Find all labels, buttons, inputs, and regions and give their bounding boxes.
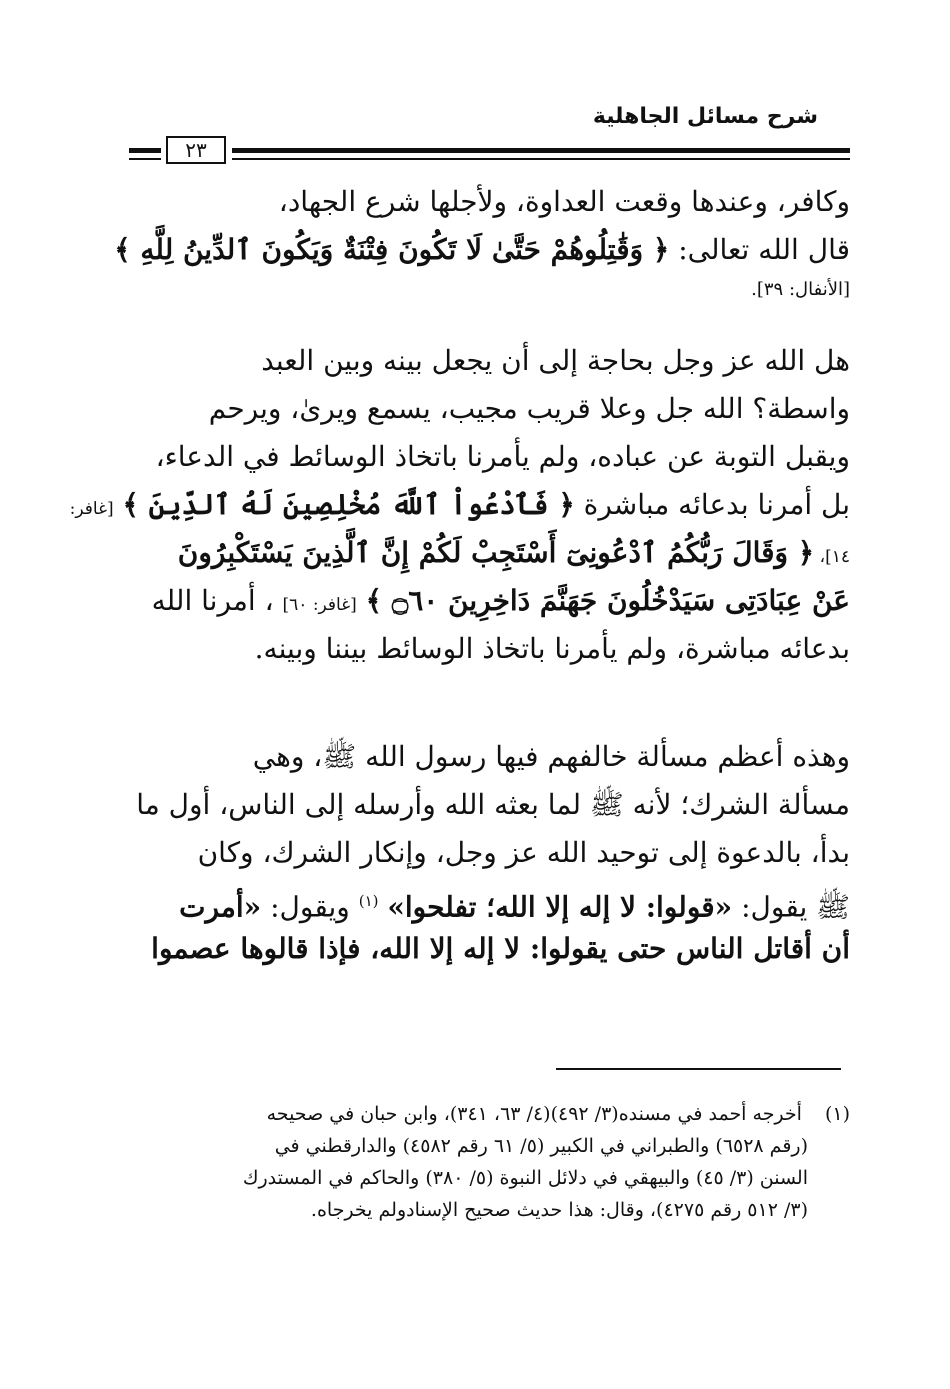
verse-citation: [غافر: ٦٠] (282, 595, 357, 615)
paragraph-2 (69, 337, 850, 673)
running-header-title: شرح مسائل الجاهلية (592, 104, 818, 129)
text-line (114, 226, 850, 274)
text-line: ويقبل التوبة عن عباده، ولم يأمرنا باتخاذ الوسائط في الدعاء، (155, 440, 850, 473)
header-rule-left-thin (129, 158, 161, 160)
footnote-line: (رقم ٦٥٢٨) والطبراني في الكبير (٥/ ٦١ رقم ٤٥٨٢) والدارقطني في (274, 1135, 808, 1157)
quran-verse: ﴿ وَقَٰتِلُوهُمْ حَتَّىٰ لَا تَكُونَ فِتْنَةٌ وَيَكُونَ ٱلدِّينُ لِلَّهِ ﴾ (114, 233, 670, 266)
text-span: قال الله تعالى: (669, 233, 850, 266)
footnote-line (125, 1098, 850, 1130)
hadith-quote-line: أن أقاتل الناس حتى يقولوا: لا إله إلا الله، فإذا قالوها عصموا (151, 932, 850, 965)
quran-verse: ﴿ وَقَالَ رَبُّكُمُ ٱدْعُونِىٓ أَسْتَجِبْ لَكُمْ إِنَّ ٱلَّذِينَ يَسْتَكْبِرُونَ (177, 536, 815, 569)
paragraph-3 (125, 733, 850, 973)
text-line (125, 877, 850, 925)
header-rule-left (129, 148, 161, 153)
footnote-separator (556, 1068, 841, 1070)
footnote-text: أخرجه أحمد في مسنده(٣/ ٤٩٢)(٤/ ٦٣، ٣٤١)، وابن حبان في صحيحه (266, 1103, 802, 1125)
verse-citation: [غافر: (69, 499, 114, 519)
text-line: واسطة؟ الله جل وعلا قريب مجيب، يسمع ويرىٰ، ويرحم (208, 392, 850, 425)
page-number: ٢٣ (166, 136, 226, 164)
text-span: ، أمرنا الله (151, 584, 274, 617)
footnote-line: السنن (٣/ ٤٥) والبيهقي في دلائل النبوة (٥/ ٣٨٠) والحاكم في المستدرك (242, 1167, 808, 1189)
paragraph-1 (114, 178, 850, 306)
header-rule (232, 148, 850, 153)
footnote-ref: (١) (358, 892, 379, 910)
quran-verse: عَنْ عِبَادَتِى سَيَدْخُلُونَ جَهَنَّمَ دَاخِرِينَ ۝٦٠ ﴾ (365, 584, 850, 617)
quran-verse: ﴿ فَٱدْعُواْ ٱللَّهَ مُخْلِصِينَ لَهُ ٱلدِّينَ ﴾ (122, 488, 575, 521)
verse-citation: [الأنفال: ٣٩]. (751, 279, 850, 300)
text-span: بل أمرنا بدعائه مباشرة (574, 488, 850, 521)
text-line: بدأ، بالدعوة إلى توحيد الله عز وجل، وإنكار الشرك، وكان (197, 836, 850, 869)
footnote-line: (٣/ ٥١٢ رقم ٤٢٧٥)، وقال: هذا حديث صحيح الإسنادولم يخرجاه. (310, 1199, 808, 1221)
header-rule-thin (232, 158, 850, 160)
footnotes (125, 1098, 850, 1226)
text-line (125, 529, 850, 577)
text-line: بدعائه مباشرة، ولم يأمرنا باتخاذ الوسائط بيننا وبينه. (254, 632, 850, 665)
footnote-marker: (١) (824, 1103, 850, 1125)
text-span: ويقول: (261, 890, 350, 924)
text-span: ﷺ يقول: (732, 890, 850, 924)
text-line: مسألة الشرك؛ لأنه ﷺ لما بعثه الله وأرسله إلى الناس، أول ما (136, 788, 850, 821)
hadith-quote: «أمرت (179, 890, 262, 924)
text-line: وكافر، وعندها وقعت العداوة، ولأجلها شرع الجهاد، (278, 185, 850, 218)
hadith-quote: «قولوا: لا إله إلا الله؛ تفلحوا» (387, 890, 733, 924)
verse-citation: ١٤]، (814, 547, 850, 567)
text-line: وهذه أعظم مسألة خالفهم فيها رسول الله ﷺ، وهي (252, 740, 850, 773)
text-line (69, 481, 850, 529)
text-line: هل الله عز وجل بحاجة إلى أن يجعل بينه وبين العبد (261, 344, 850, 377)
text-line (125, 577, 850, 625)
